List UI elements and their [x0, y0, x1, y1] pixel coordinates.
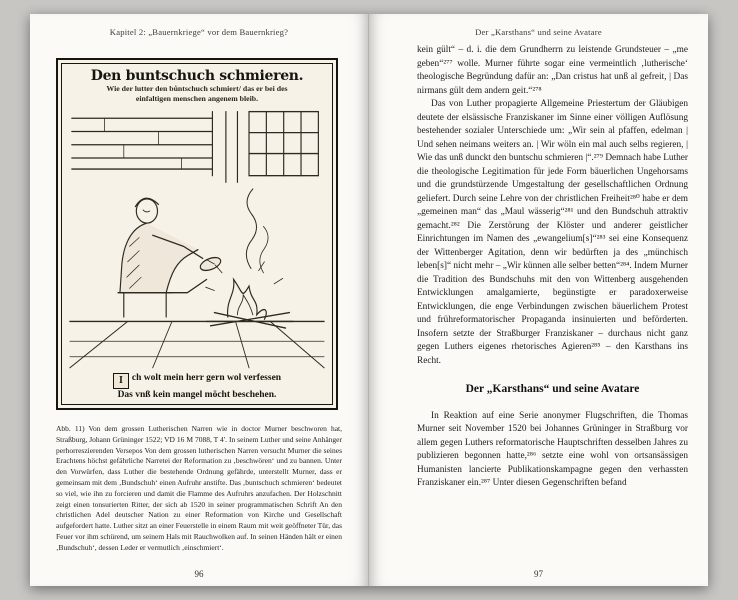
left-running-head: Kapitel 2: „Bauernkriege“ vor dem Bauernkrieg? [109, 27, 289, 37]
left-page [30, 14, 369, 586]
woodcut-illustration [66, 105, 328, 370]
woodcut-figure [56, 58, 338, 410]
woodcut-subtitle-line2: einfaltigen menschen angenem bleib. [135, 93, 259, 103]
woodcut-footer-line1: ch wolt mein herr gern wol verfessen [131, 373, 282, 383]
woodcut-title: Den buntschuch schmieren. [90, 68, 304, 84]
right-page [369, 14, 708, 586]
woodcut-drop-initial: I [113, 373, 129, 389]
woodcut-footer [66, 370, 328, 402]
section-heading: Der „Karsthans“ und seine Avatare [465, 383, 640, 395]
woodcut-footer-line2: Das vnß kein mangel möcht beschehen. [117, 390, 277, 400]
body-paragraph-3: In Reaktion auf eine Serie anonymer Flugschriften, die Thomas Murner seit November 1520 bei Johannes Grüninger in Straßburg vor allem gegen Luthers reformatorische Hauptschriften desselben Jahres zu publizieren begonnen hatte,²⁸⁶ setzte eine wohl von ortsansässigen Humanisten lancierte Publikationskampagne gegen den verhassten Franziskaner ein.²⁸⁷ Unter diesen Gegenschriften befand [417, 410, 688, 488]
right-page-number: 97 [534, 569, 543, 579]
body-paragraph-1: kein gült“ – d. i. die dem Grundherrn zu leistende Grundsteuer – „me geben“²⁷⁷ wolle. Murner führte sogar eine vermeintlich ‚lutherische‘ theologische Begründung dafür an: „Dan cristus hat unß al gefreit, | Das nirmans gült dem andern geit.“²⁷⁸ [417, 45, 688, 96]
right-running-head: Der „Karsthans“ und seine Avatare [475, 27, 602, 37]
woodcut-frame [61, 63, 333, 405]
left-page-number: 96 [194, 569, 204, 579]
body-paragraph-2: Das von Luther propagierte Allgemeine Priestertum der Gläubigen deutete der elsässische Franziskaner im Sinne einer völligen Auflösung bestehender sozialer Unterschiede um: „Wir sein al pfaffen, edelman | Und sehen neimans weiters an. | Wir wöln ein mal auch selbs regieren, | Wie das unß dunckt den buntschu schmieren |“.²⁷⁹ Demnach habe Luther die theologische Legitimation für jede Form bäuerlichen Ungehorsams und die grundstürzende Umgestaltung der gesellschaftlichen Ordnung geliefert. Durch seine Lehre von der christlichen Freiheit²⁸⁰ habe er dem „gemeinen man“ das „Maul wässerig“²⁸¹ und den Bundschuh attraktiv gemacht.²⁸² Die Zerstörung der Klöster und anderer geistlicher Einrichtungen im Namen des „ewangelium[s]“²⁸³ sei eine Konsequenz der Wittenberger Agitation, denn wir bedürften ja des „münchisch leben[s]“ nicht mehr – „Wir künnen alle selber betten“²⁸⁴. Indem Murner die Tradition des Bundschuhs mit den von Wittenberg ausgehenden Entwicklungen amalgamierte, begünstigte er paradoxerweise Entwicklungen, die enge Verbindungen zwischen bäuerlichem Protest und frühreformatorischer Propaganda insinuierten und beförderten. Insofern setzte der Straßburger Franziskaner – durchaus nicht ganz gegen Luthers eigenes rhetorisches Agieren²⁸⁵ – den Karsthans ins Recht. [417, 99, 688, 366]
woodcut-subtitle-line1: Wie der lutter den bůntschuch schmiert/ das er bei des [106, 84, 288, 93]
book-spread [30, 14, 708, 586]
figure-caption: Abb. 11) Von dem grossen Lutherischen Narren wie in doctor Murner beschworen hat, Straßburg, Johann Grüninger 1522; VD 16 M 7088, T 4'. In seinem Luther und seine Anhänger perhorreszierenden Versepos Von dem grossen lutherischen Narren versucht Murner die seines Erachtens höchst gefährliche Narretei der Reformation zu ‚beschwören‘ und zu bannen. Unter den Vorwürfen, dass Luther die bestehende Ordnung gefährde, unterstellt Murner, dass er gemeinsam mit dem ‚Bundschuh‘ einen Aufruhr anstifte. Das ‚buntschuch schmieren‘ bedeutet so viel, wie ihn zu forcieren und damit die Flamme des Aufruhrs anzufachen. Der Holzschnitt zeigt einen tonsurierten Ritter, der sich ab 1520 in seiner programmatischen Schrift An den christlichen Adel deutscher Nation zu einer Reformation von Kirche und Gesellschaft aufgefordert hatte. Luther sitzt an einer Feuerstelle in einem Raum mit weit geöffneter Tür, das Feuer vor ihm schürend, um seinem Hals mit Rauchwolken auf. In seinen Händen hält er einen ‚Bundschuh‘, dessen Leder er vermutlich ‚einschmiert‘. [56, 424, 342, 552]
body-text-column [417, 44, 688, 491]
